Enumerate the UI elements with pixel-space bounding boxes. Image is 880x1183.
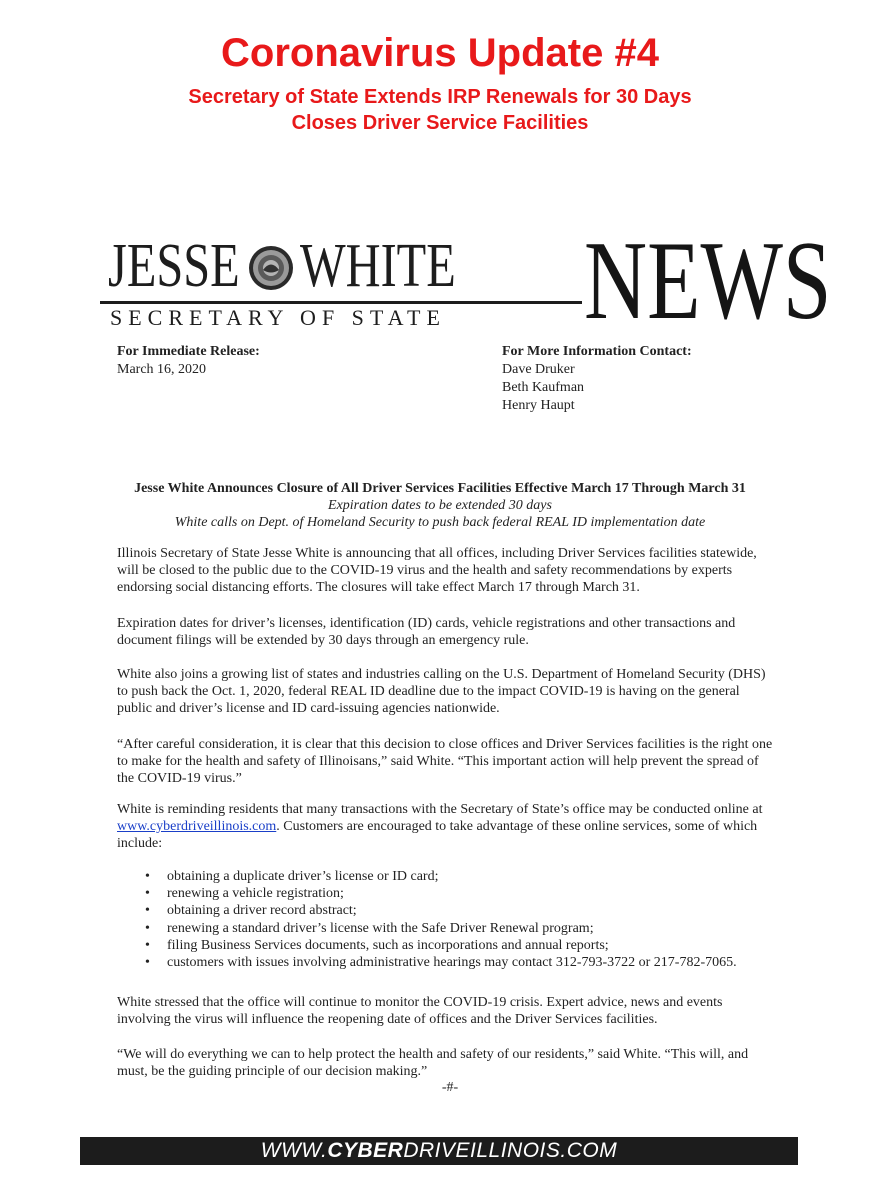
banner-subtitle-2: Closes Driver Service Facilities xyxy=(291,112,589,134)
masthead-news: NEWS xyxy=(584,219,832,343)
paragraph-text: . Customers are encouraged to take advantage of these online services, some of which include: xyxy=(117,819,758,851)
banner-title: Coronavirus Update #4 xyxy=(221,31,659,75)
banner-subtitle-1: Secretary of State Extends IRP Renewals for 30 Days xyxy=(188,86,692,108)
masthead-office: SECRETARY OF STATE xyxy=(110,305,446,330)
list-item-text: filing Business Services documents, such as incorporations and annual reports; xyxy=(167,937,609,953)
headline-sub-1: Expiration dates to be extended 30 days xyxy=(328,498,552,513)
paragraph xyxy=(117,801,777,852)
website-link[interactable]: www.cyberdriveillinois.com xyxy=(117,819,277,834)
masthead-jesse: JESSE xyxy=(108,232,240,300)
masthead-white: WHITE xyxy=(300,232,456,300)
list-item xyxy=(145,954,785,971)
state-seal-icon xyxy=(248,245,294,291)
list-item-text: customers with issues involving administrative hearings may contact 312-793-3722 or 217-782-7065. xyxy=(167,954,737,970)
contact-name: Dave Druker xyxy=(502,362,575,377)
bullet-icon: • xyxy=(145,886,150,902)
list-item xyxy=(145,937,785,954)
list-item xyxy=(145,868,785,885)
release-block xyxy=(117,343,260,379)
footer-text: WWW. xyxy=(260,1139,328,1162)
headline-title: Jesse White Announces Closure of All Driver Services Facilities Effective March 17 Through March 31 xyxy=(134,481,746,496)
paragraph: Expiration dates for driver’s licenses, identification (ID) cards, vehicle registrations and other transactions and document filings will be extended by 30 days through an emergency rule. xyxy=(117,616,736,648)
services-list xyxy=(145,868,785,971)
footer-text-bold: CYBER xyxy=(327,1139,404,1162)
contact-name: Henry Haupt xyxy=(502,398,575,413)
paragraph-text: White is reminding residents that many transactions with the Secretary of State’s office may be conducted online at xyxy=(117,802,763,817)
list-item xyxy=(145,902,785,919)
footer-website-bar xyxy=(80,1137,798,1165)
bullet-icon: • xyxy=(145,903,150,919)
list-item-text: renewing a vehicle registration; xyxy=(167,886,344,902)
bullet-icon: • xyxy=(145,937,150,953)
masthead xyxy=(100,219,832,343)
contact-block xyxy=(502,343,692,415)
paragraph: White also joins a growing list of states and industries calling on the U.S. Department of Homeland Security (DHS) to push back the Oct. 1, 2020, federal REAL ID deadline due to the impact COVID-19 is having on the general public and driver’s license and ID card-issuing agencies nationwide. xyxy=(117,667,766,716)
headline-sub-2: White calls on Dept. of Homeland Security to push back federal REAL ID implementation date xyxy=(174,515,706,530)
footer-text: DRIVEILLINOIS.COM xyxy=(403,1139,618,1162)
bullet-icon: • xyxy=(145,920,150,936)
contact-name: Beth Kaufman xyxy=(502,380,585,395)
list-item xyxy=(145,885,785,902)
bullet-icon: • xyxy=(145,954,150,970)
bullet-icon: • xyxy=(145,869,150,884)
contact-label: For More Information Contact: xyxy=(502,344,692,359)
paragraph: “After careful consideration, it is clear that this decision to close offices and Driver Services facilities is the right one to make for the health and safety of Illinoisans,” said White. “This important action will help prevent the spread of the COVID-19 virus.” xyxy=(117,737,773,786)
paragraph: “We will do everything we can to help protect the health and safety of our residents,” said White. “This will, and must, be the guiding principle of our decision making.” xyxy=(117,1047,749,1079)
list-item xyxy=(145,920,785,937)
end-mark: -#- xyxy=(441,1080,459,1095)
paragraph: Illinois Secretary of State Jesse White is announcing that all offices, including Driver Services facilities statewide, will be closed to the public due to the COVID-19 virus and the health and safety recommendations by experts endorsing social distancing efforts. The closures will take effect March 17 through March 31. xyxy=(117,546,757,595)
release-date: March 16, 2020 xyxy=(117,362,207,377)
list-item-text: obtaining a duplicate driver’s license or ID card; xyxy=(167,869,439,884)
list-item-text: obtaining a driver record abstract; xyxy=(167,903,357,919)
paragraph: White stressed that the office will continue to monitor the COVID-19 crisis. Expert advice, news and events involving the virus will influence the reopening date of offices and the Driver Services facilities. xyxy=(117,995,723,1027)
list-item-text: renewing a standard driver’s license with the Safe Driver Renewal program; xyxy=(167,920,594,936)
masthead-rule xyxy=(100,301,582,304)
release-label: For Immediate Release: xyxy=(117,344,260,359)
